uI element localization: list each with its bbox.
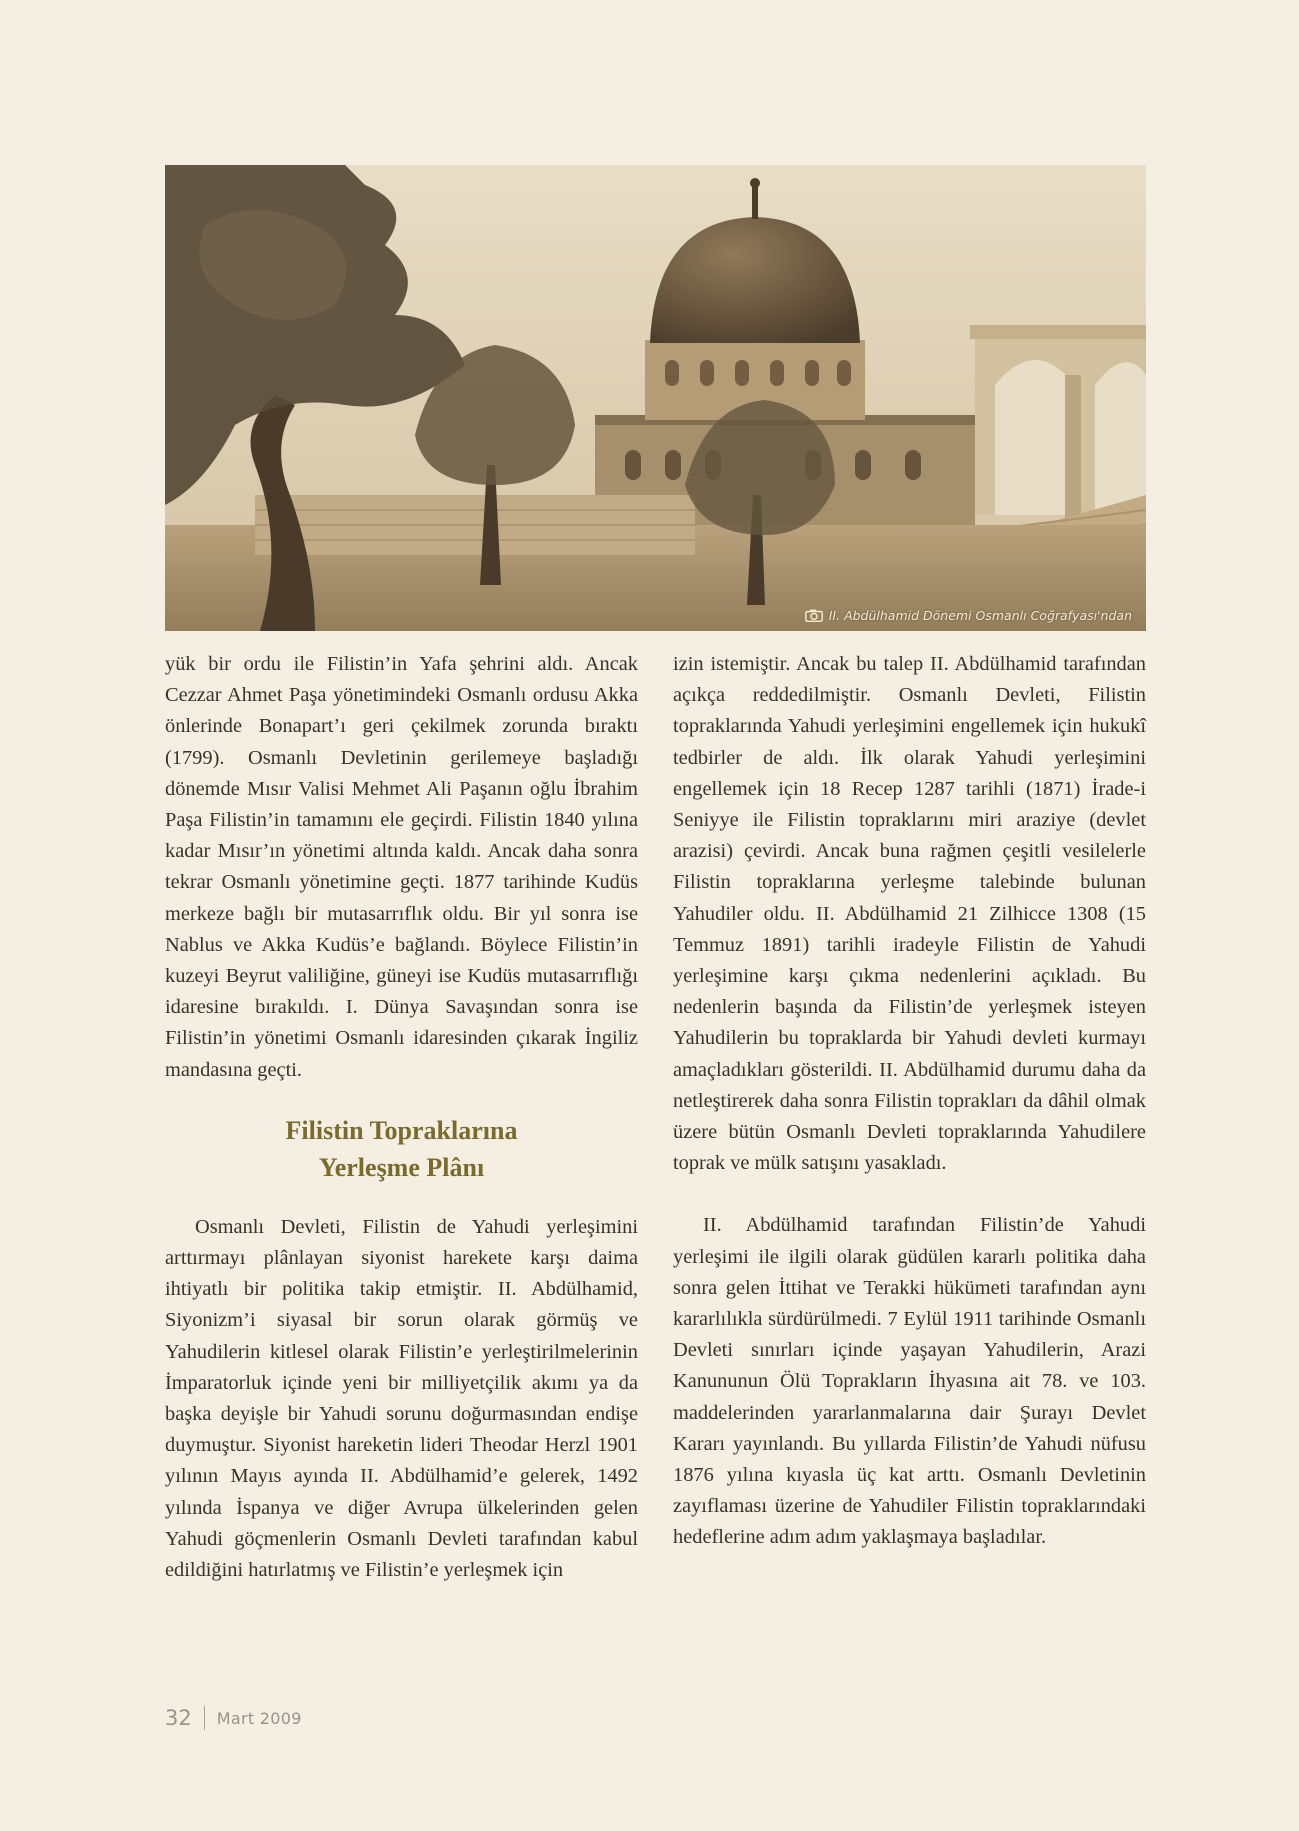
intro-paragraph: yük bir ordu ile Filistin’in Yafa şehrini aldı. Ancak Cezzar Ahmet Paşa yönetimindeki Osmanlı ordusu Akka önlerinde Bonapart’ı geri çekilmek zorunda bıraktı (1799). Osmanlı Devletinin gerilemeye başladığı dönemde Mısır Valisi Mehmet Ali Paşanın oğlu İbrahim Paşa Filistin’in tamamını ele geçirdi. Filistin 1840 yılına kadar Mısır’ın yönetimi altında kaldı. Ancak daha sonra tekrar Osmanlı yönetimine geçti. 1877 tarihinde Kudüs merkeze bağlı bir mutasarrıflık oldu. Bir yıl sonra ise Nablus ve Akka Kudüs’e bağlandı. Böylece Filistin’in kuzeyi Beyrut valiliğine, güneyi ise Kudüs mutasarrıflığı idaresine bırakıldı. I. Dünya Savaşından sonra ise Filistin’in yönetimi Osmanlı idaresinden çıkarak İngiliz mandasına geçti. <box>165 653 638 1081</box>
page-number: 32 <box>165 1706 192 1730</box>
body-paragraph: II. Abdülhamid tarafından Filistin’de Yahudi yerleşimi ile ilgili olarak güdülen kararlı politika daha sonra gelen İttihat ve Terakki hükümeti tarafından aynı kararlılıkla sürdürülmedi. 7 Eylül 1911 tarihinde Osmanlı Devleti sınırları içinde yaşayan Yahudilerin, Arazi Kanununun Ölü Toprakların İhyasına ait 78. ve 103. maddelerinden yararlanmalarına dair Şurayı Devlet Kararı yayınlandı. Bu yıllarda Filistin’de Yahudi nüfusu 1876 yılına kıyasla üç kat arttı. Osmanlı Devletinin zayıflaması üzerine de Yahudiler Filistin topraklarındaki hedeflerine adım adım yaklaşmaya başladılar. <box>673 1214 1146 1549</box>
page-footer <box>165 1706 302 1730</box>
photo-caption-text: II. Abdülhamid Dönemi Osmanlı Coğrafyası'ndan <box>828 608 1132 623</box>
left-column <box>165 649 638 1586</box>
paragraph-gap <box>673 1179 1146 1210</box>
photo-caption <box>805 608 1132 623</box>
dome-of-the-rock-photo <box>165 165 1146 631</box>
camera-icon <box>805 609 823 622</box>
footer-divider <box>204 1706 205 1730</box>
section-heading-line2: Yerleşme Plânı <box>318 1152 485 1182</box>
issue-date: Mart 2009 <box>216 1708 302 1728</box>
section-heading-line1: Filistin Topraklarına <box>285 1115 518 1145</box>
body-paragraph: Osmanlı Devleti, Filistin de Yahudi yerleşimini arttırmayı plânlayan siyonist harekete karşı daima ihtiyatlı bir politika takip etmiştir. II. Abdülhamid, Siyonizm’i siyasal bir sorun olarak görmüş ve Yahudilerin kitlesel olarak Filistin’e yerleştirilmelerinin İmparatorluk içinde yeni bir milliyetçilik akımı ya da başka deyişle bir Yahudi sorunu doğurmasından endişe duymuştur. Siyonist hareketin lideri Theodar Herzl 1901 yılının Mayıs ayında II. Abdülhamid’e gelerek, 1492 yılında İspanya ve diğer Avrupa ülkelerinden gelen Yahudi göçmenlerin Osmanlı Devleti tarafından kabul edildiğini hatırlatmış ve Filistin’e yerleşmek için <box>165 1215 638 1582</box>
body-paragraph: izin istemiştir. Ancak bu talep II. Abdülhamid tarafından açıkça reddedilmiştir. Osmanlı Devleti, Filistin topraklarında Yahudi yerleşimini engellemek için hukukî tedbirler de aldı. İlk olarak Yahudi yerleşimini engellemek için 18 Recep 1287 tarihli (1871) İrade-i Seniyye ile Filistin topraklarını miri araziye (devlet arazisi) çevirdi. Ancak buna rağmen çeşitli vesilelerle Filistin topraklarına yerleşme talebinde bulunan Yahudiler oldu. II. Abdülhamid 21 Zilhicce 1308 (15 Temmuz 1891) tarihli iradeyle Filistin de Yahudi yerleşimine karşı çıkma nedenlerini açıkladı. Bu nedenlerin başında da Filistin’de yerleşmek isteyen Yahudilerin bu topraklarda bir Yahudi devleti kurmayı amaçladıkları gösterildi. II. Abdülhamid durumu daha da netleştirerek daha sonra Filistin toprakları da dâhil olmak üzere bütün Osmanlı Devleti topraklarında Yahudilere toprak ve mülk satışını yasakladı. <box>673 653 1146 1175</box>
right-column <box>673 649 1146 1554</box>
photo-illustration <box>165 165 1146 631</box>
section-heading <box>165 1112 638 1186</box>
